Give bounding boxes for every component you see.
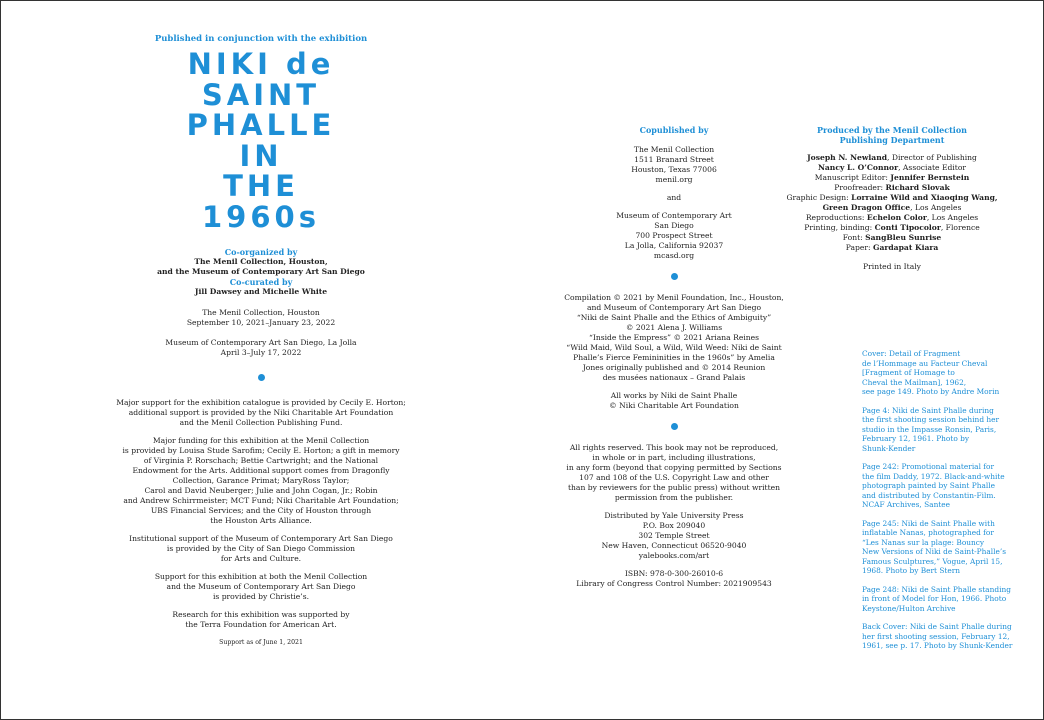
support-line: Endowment for the Arts. Additional support comes from Dragonfly <box>132 466 390 475</box>
venue-line: April 3–July 17, 2022 <box>220 348 302 357</box>
isbn-line: ISBN: 978-0-300-26010-6 <box>624 569 724 578</box>
address-line: Museum of Contemporary Art <box>616 211 732 220</box>
support-line: UBS Financial Services; and the City of Houston through <box>150 506 372 515</box>
left-column <box>120 34 402 381</box>
support-line: Institutional support of the Museum of Contemporary Art San Diego <box>129 534 393 543</box>
support-line: is provided by Louisa Stude Sarofim; Cecily E. Horton; a gift in memory <box>122 446 400 455</box>
book-title <box>120 49 402 232</box>
credit-line: Green Dragon Office, Los Angeles <box>822 203 962 212</box>
coorganized-label: Co-organized by <box>224 247 298 257</box>
distributor-line: 302 Temple Street <box>638 531 710 540</box>
support-line: Support for this exhibition at both the Menil Collection <box>154 572 368 581</box>
produced-label: Produced by the Menil Collection <box>817 125 967 135</box>
caption: Page 245: Niki de Saint Phalle with inflatable Nanas, photographed for “Les Nanas sur la plage: Bouncy New Versions of Niki de Saint-Phalle’s Famous Sculptures,” Vogue, April 15, 1968. Photo by Bert Stern <box>862 518 1007 575</box>
address-line: 700 Prospect Street <box>635 231 713 240</box>
rights-line: than by reviewers for the public press) without written <box>567 483 781 492</box>
rights-line: 107 and 108 of the U.S. Copyright Law and other <box>579 473 769 482</box>
credit-line: Manuscript Editor: Jennifer Bernstein <box>814 173 970 182</box>
title-line: 1960s <box>202 199 320 234</box>
support-line: and Andrew Schirrmeister; MCT Fund; Niki Charitable Art Foundation; <box>123 496 399 505</box>
credit-line: Joseph N. Newland, Director of Publishing <box>807 153 977 162</box>
rights-line: All rights reserved. This book may not be reproduced, <box>569 443 779 452</box>
support-line: and the Museum of Contemporary Art San Diego <box>166 582 356 591</box>
title-line: PHALLE <box>186 108 336 142</box>
caption: Page 248: Niki de Saint Phalle standing in front of Model for Hon, 1966. Photo Keystone/Hulton Archive <box>862 584 1011 613</box>
curators: Jill Dawsey and Michelle White <box>194 287 328 296</box>
credit-line: Proofreader: Richard Slovak <box>834 183 950 192</box>
support-line: for Arts and Culture. <box>220 554 302 563</box>
rights-line: in whole or in part, including illustrations, <box>592 453 756 462</box>
rights-line: in any form (beyond that copying permitted by Sections <box>566 463 782 472</box>
address-line: 1511 Branard Street <box>634 155 714 164</box>
cocurated-label: Co-curated by <box>229 277 293 287</box>
copyright-line: © 2021 Alena J. Williams <box>625 323 723 332</box>
support-line: Major support for the exhibition catalogue is provided by Cecily E. Horton; <box>116 398 406 407</box>
title-line: NIKI de <box>187 47 335 81</box>
support-asof: Support as of June 1, 2021 <box>219 639 303 646</box>
caption: Page 242: Promotional material for the film Daddy, 1972. Black-and-white photograph painted by Saint Phalle and distributed by Constantin-Film. NCAF Archives, Santee <box>862 462 1005 509</box>
title-line: SAINT <box>201 77 321 112</box>
address-line: menil.org <box>655 175 693 184</box>
printed-in: Printed in Italy <box>863 262 921 271</box>
support-line: is provided by the City of San Diego Commission <box>166 544 356 553</box>
support-line: Collection, Garance Primat; MaryRoss Taylor; <box>172 476 350 485</box>
support-line: the Houston Arts Alliance. <box>210 516 312 525</box>
address-line: La Jolla, California 92037 <box>624 241 724 250</box>
title-line: IN <box>239 138 283 173</box>
caption: Back Cover: Niki de Saint Phalle during her first shooting session, February 12, 1961, see p. 17. Photo by Shunk-Kender <box>862 622 1013 650</box>
credit-line: Graphic Design: Lorraine Wild and Xiaoqing Wang, <box>786 193 998 202</box>
bullet-dot <box>671 423 678 430</box>
copyright-line: Jones originally published and © 2014 Reunion <box>582 363 766 372</box>
support-line: Research for this exhibition was supported by <box>172 610 350 619</box>
copyright-line: and Museum of Contemporary Art San Diego <box>586 303 762 312</box>
title-line: THE <box>223 169 299 203</box>
copyright-line: “Niki de Saint Phalle and the Ethics of Ambiguity” <box>576 313 772 322</box>
copyright-line: “Wild Maid, Wild Soul, a Wild, Wild Weed: Niki de Saint <box>566 343 782 352</box>
support-line: of Virginia P. Rorschach; Bettie Cartwright; and the National <box>143 456 379 465</box>
rights-line: permission from the publisher. <box>614 493 734 502</box>
organizer-line: and the Museum of Contemporary Art San Diego <box>157 267 365 276</box>
credit-line: Paper: Gardapat Kiara <box>845 243 939 252</box>
address-line: San Diego <box>654 221 694 230</box>
credit-line: Font: SangBleu Sunrise <box>842 233 942 242</box>
support-line: Carol and David Neuberger; Julie and John Cogan, Jr.; Robin <box>144 486 378 495</box>
middle-column <box>548 125 800 597</box>
bullet-dot <box>258 374 265 381</box>
caption-list <box>862 349 1038 660</box>
distributor-line: Distributed by Yale University Press <box>604 511 744 520</box>
venue-line: Museum of Contemporary Art San Diego, La Jolla <box>165 338 357 347</box>
venue-line: September 10, 2021–January 23, 2022 <box>186 318 336 327</box>
support-line: additional support is provided by the Niki Charitable Art Foundation <box>128 408 394 417</box>
and-text: and <box>666 193 682 202</box>
distributor-line: P.O. Box 209040 <box>642 521 706 530</box>
distributor-line: yalebooks.com/art <box>638 551 710 560</box>
caption: Page 4: Niki de Saint Phalle during the first shooting session behind her studio in the Impasse Ronsin, Paris, February 12, 1961. Photo by Shunk-Kender <box>862 405 1000 453</box>
support-line: and the Menil Collection Publishing Fund. <box>179 418 343 427</box>
venue-line: The Menil Collection, Houston <box>202 308 320 317</box>
copyright-line: All works by Niki de Saint Phalle <box>610 391 738 400</box>
support-line: the Terra Foundation for American Art. <box>185 620 337 629</box>
organizer-line: The Menil Collection, Houston, <box>194 257 328 266</box>
credit-line: Printing, binding: Conti Tipocolor, Florence <box>804 223 980 232</box>
published-note: Published in conjunction with the exhibition <box>154 34 368 44</box>
copyright-line: Compilation © 2021 by Menil Foundation, Inc., Houston, <box>564 293 784 302</box>
copublished-label: Copublished by <box>639 125 709 135</box>
credits <box>782 153 1002 253</box>
bullet-dot <box>671 273 678 280</box>
address-line: Houston, Texas 77006 <box>631 165 717 174</box>
address-line: mcasd.org <box>653 251 695 260</box>
left-support <box>110 398 412 648</box>
isbn-line: Library of Congress Control Number: 2021909543 <box>576 579 772 588</box>
support-line: Major funding for this exhibition at the Menil Collection <box>152 436 370 445</box>
copyright-line: des musées nationaux – Grand Palais <box>602 373 746 382</box>
produced-label: Publishing Department <box>839 135 945 145</box>
copyright-line: © Niki Charitable Art Foundation <box>609 401 739 410</box>
credit-line: Nancy L. O’Connor, Associate Editor <box>817 163 967 172</box>
copyright-line: “Inside the Empress” © 2021 Ariana Reines <box>588 333 760 342</box>
address-line: The Menil Collection <box>633 145 715 154</box>
copyright-line: Phalle’s Fierce Femininities in the 1960s” by Amelia <box>573 353 775 362</box>
distributor-line: New Haven, Connecticut 06520-9040 <box>601 541 747 550</box>
credit-line: Reproductions: Echelon Color, Los Angeles <box>805 213 979 222</box>
right-column <box>782 125 1002 272</box>
support-line: is provided by Christie’s. <box>212 592 310 601</box>
caption: Cover: Detail of Fragment de l’Hommage au Facteur Cheval [Fragment of Homage to Cheval the Mailman], 1962, see page 149. Photo by Andre Morin <box>862 349 1000 396</box>
